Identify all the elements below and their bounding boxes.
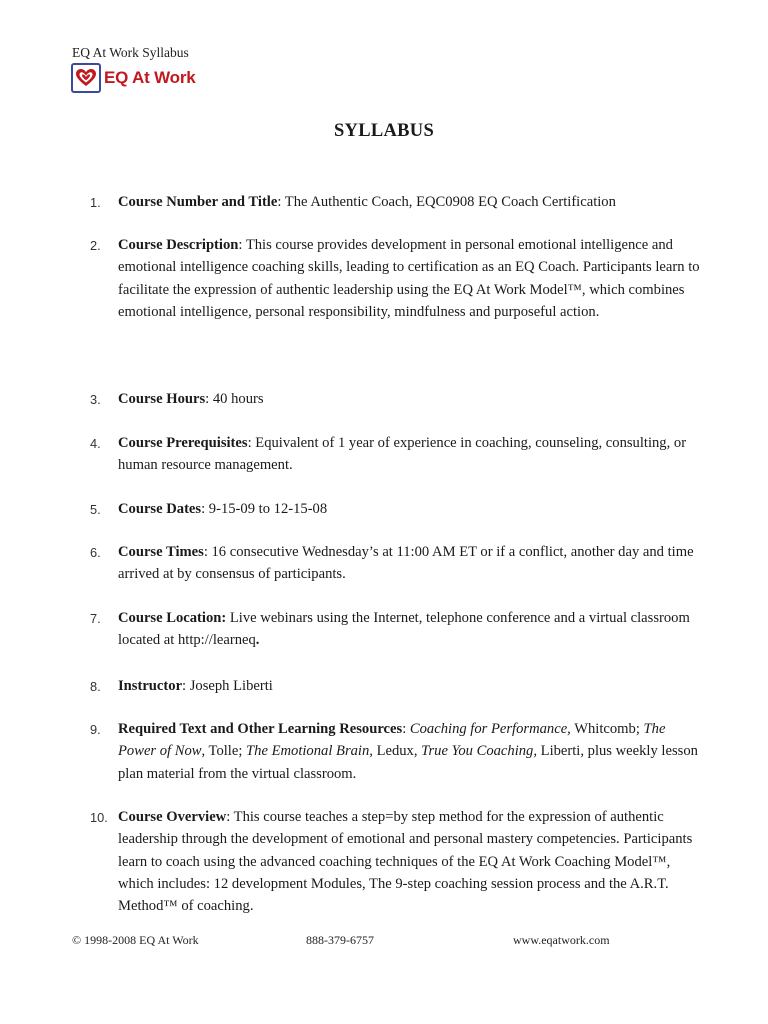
- list-item: [90, 675, 700, 697]
- item-text-end: .: [255, 632, 260, 649]
- item-number: 4.: [90, 436, 101, 451]
- logo: [71, 62, 196, 94]
- book-author: Ledux,: [372, 743, 422, 760]
- item-label: Course Hours: [118, 391, 206, 407]
- item-text: Liberti, plus weekly lesson plan material from the virtual classroom.: [118, 743, 698, 782]
- item-text: : 9-15-09 to 12-15-08: [201, 501, 328, 517]
- book-title: Coaching for Performance,: [409, 721, 571, 737]
- item-number: 7.: [90, 611, 101, 626]
- book-title: True You Coaching,: [421, 743, 537, 760]
- item-label: Course Overview: [118, 809, 227, 825]
- list-item: [90, 607, 700, 652]
- item-number: 2.: [90, 238, 101, 253]
- item-number: 9.: [90, 722, 101, 737]
- item-text: : The Authentic Coach, EQC0908 EQ Coach Certification: [277, 194, 616, 210]
- item-label: Course Times: [118, 544, 204, 560]
- item-text: : This course teaches a step=by step method for the expression of authentic leadership through the development of emotional and personal mastery competencies. Participants learn to coach using the advanced coaching techniques of the EQ At Work Coaching Model™, which includes: 12 development Modules, The 9-step coaching session process and the A.R.T. Method™ of coaching.: [118, 809, 693, 915]
- list-item: [90, 432, 700, 477]
- list-item: [90, 191, 700, 213]
- item-number: 1.: [90, 195, 101, 210]
- logo-text: EQ At Work: [104, 68, 196, 87]
- item-label: Instructor: [118, 678, 183, 694]
- list-item: [90, 541, 700, 586]
- item-text: : Equivalent of 1 year of experience in coaching, counseling, consulting, or human resource management.: [118, 435, 687, 474]
- heart-icon: [71, 63, 101, 93]
- item-label: Course Location:: [118, 610, 227, 626]
- item-number: 10.: [90, 810, 108, 825]
- item-text: : 40 hours: [205, 391, 264, 407]
- item-number: 5.: [90, 502, 101, 517]
- item-text: : 16 consecutive Wednesday’s at 11:00 AM ET or if a conflict, another day and time arrived at by consensus of participants.: [118, 544, 694, 583]
- item-label: Course Prerequisites: [118, 435, 248, 451]
- footer-phone: 888-379-6757: [306, 933, 374, 947]
- list-item: [90, 234, 700, 323]
- item-label: Required Text and Other Learning Resources: [118, 721, 403, 737]
- item-sep: :: [402, 721, 410, 737]
- list-item: [90, 718, 700, 785]
- item-number: 6.: [90, 545, 101, 560]
- item-number: 3.: [90, 392, 101, 407]
- page-footer: [0, 933, 768, 949]
- header-title: EQ At Work Syllabus: [72, 45, 189, 60]
- book-author: Whitcomb;: [570, 721, 644, 737]
- book-title: The Emotional Brain,: [246, 743, 373, 760]
- page-title: SYLLABUS: [333, 121, 435, 141]
- footer-copyright: © 1998-2008 EQ At Work: [72, 933, 199, 947]
- item-text: : Joseph Liberti: [182, 678, 273, 694]
- book-title: The Power of Now: [118, 721, 666, 760]
- item-text: : This course provides development in personal emotional intelligence and emotional intelligence coaching skills, leading to certification as an EQ Coach. Participants learn to facilitate the expression of authentic leadership using the EQ At Work Model™, which combines emotional intelligence, personal responsibility, mindfulness and purposeful action.: [118, 237, 700, 320]
- item-number: 8.: [90, 679, 101, 694]
- item-text: Live webinars using the Internet, telephone conference and a virtual classroom located at http://learneq: [118, 610, 690, 649]
- book-author: , Tolle;: [201, 743, 247, 760]
- list-item: [90, 388, 700, 410]
- item-label: Course Number and Title: [118, 194, 278, 210]
- item-label: Course Dates: [118, 501, 202, 517]
- footer-website: www.eqatwork.com: [513, 933, 610, 947]
- list-item: [90, 498, 700, 520]
- list-item: [90, 806, 700, 917]
- item-label: Course Description: [118, 237, 239, 253]
